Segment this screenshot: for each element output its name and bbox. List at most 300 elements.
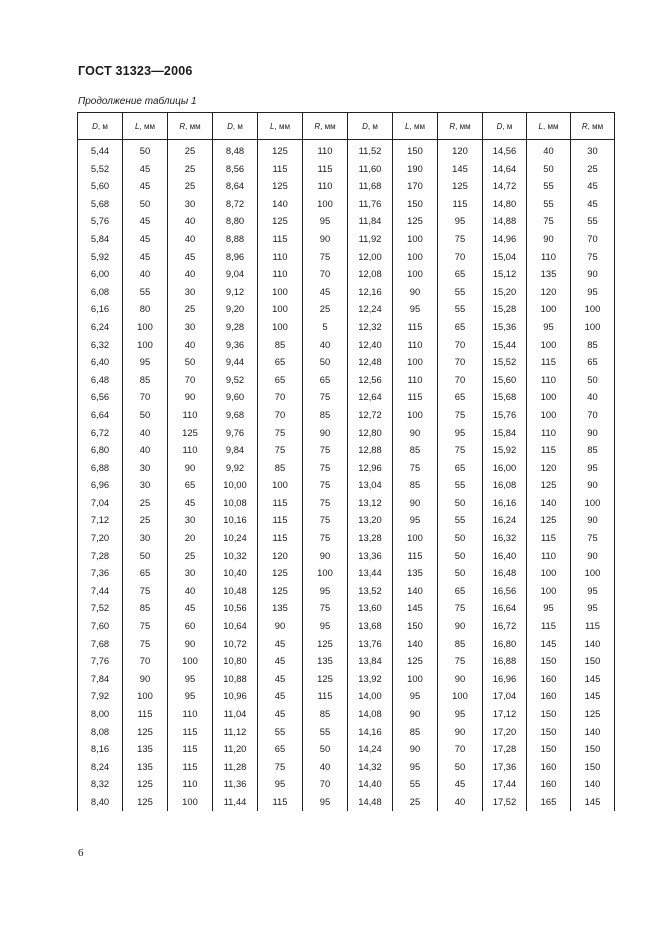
table-cell: 100: [438, 687, 483, 705]
table-cell: 150: [571, 652, 615, 670]
column-header: [438, 113, 483, 140]
table-cell: 75: [438, 652, 483, 670]
table-cell: 90: [571, 547, 615, 565]
table-cell: 120: [527, 459, 571, 477]
table-cell: 75: [303, 494, 348, 512]
table-cell: 115: [168, 758, 213, 776]
table-cell: 125: [303, 670, 348, 688]
table-row: [78, 723, 615, 741]
table-cell: 90: [168, 459, 213, 477]
table-cell: 6,88: [78, 459, 123, 477]
table-cell: 6,08: [78, 283, 123, 301]
table-row: [78, 511, 615, 529]
table-cell: 10,48: [213, 582, 258, 600]
table-cell: 45: [123, 177, 168, 195]
table-cell: 8,88: [213, 230, 258, 248]
table-cell: 12,32: [348, 318, 393, 336]
column-header: [258, 113, 303, 140]
table-cell: 150: [393, 140, 438, 160]
table-cell: 135: [123, 740, 168, 758]
table-cell: 90: [303, 547, 348, 565]
column-header-unit: , м: [232, 121, 243, 131]
table-cell: 5,84: [78, 230, 123, 248]
column-header: [393, 113, 438, 140]
table-cell: 5,60: [78, 177, 123, 195]
table-cell: 100: [527, 300, 571, 318]
table-cell: 100: [123, 336, 168, 354]
table-cell: 40: [168, 265, 213, 283]
column-header-unit: , м: [97, 121, 108, 131]
table-cell: 5,92: [78, 248, 123, 266]
table-cell: 95: [123, 353, 168, 371]
table-row: [78, 494, 615, 512]
table-cell: 70: [571, 230, 615, 248]
table-row: [78, 775, 615, 793]
table-row: [78, 248, 615, 266]
column-header-variable: R: [314, 121, 321, 131]
column-header: [123, 113, 168, 140]
table-cell: 8,96: [213, 248, 258, 266]
table-cell: 160: [527, 687, 571, 705]
table-cell: 150: [527, 652, 571, 670]
table-cell: 115: [168, 740, 213, 758]
table-cell: 60: [168, 617, 213, 635]
table-cell: 65: [123, 564, 168, 582]
table-cell: 100: [571, 318, 615, 336]
table-cell: 100: [393, 265, 438, 283]
table-row: [78, 599, 615, 617]
table-cell: 170: [393, 177, 438, 195]
table-cell: 150: [393, 617, 438, 635]
table-cell: 100: [393, 230, 438, 248]
table-cell: 40: [303, 758, 348, 776]
table-row: [78, 177, 615, 195]
column-header-variable: D: [227, 121, 233, 131]
table-cell: 100: [527, 564, 571, 582]
table-cell: 14,40: [348, 775, 393, 793]
table-cell: 17,12: [483, 705, 527, 723]
table-cell: 9,44: [213, 353, 258, 371]
table-cell: 110: [527, 547, 571, 565]
table-cell: 25: [571, 160, 615, 178]
table-cell: 13,20: [348, 511, 393, 529]
table-cell: 13,84: [348, 652, 393, 670]
table-cell: 125: [258, 212, 303, 230]
table-cell: 8,64: [213, 177, 258, 195]
table-cell: 10,16: [213, 511, 258, 529]
table-cell: 40: [168, 212, 213, 230]
table-cell: 14,96: [483, 230, 527, 248]
table-cell: 110: [258, 265, 303, 283]
table-cell: 15,60: [483, 371, 527, 389]
table-cell: 14,80: [483, 195, 527, 213]
table-cell: 75: [303, 511, 348, 529]
table-cell: 140: [527, 494, 571, 512]
table-cell: 25: [123, 494, 168, 512]
column-header-unit: , м: [367, 121, 378, 131]
table-cell: 75: [527, 212, 571, 230]
table-cell: 70: [123, 388, 168, 406]
column-header-unit: , мм: [587, 121, 604, 131]
table-cell: 90: [438, 617, 483, 635]
table-row: [78, 617, 615, 635]
table-cell: 100: [258, 283, 303, 301]
table-cell: 8,16: [78, 740, 123, 758]
table-cell: 65: [438, 318, 483, 336]
table-row: [78, 424, 615, 442]
table-caption: Продолжение таблицы 1: [78, 96, 197, 107]
table-cell: 16,40: [483, 547, 527, 565]
table-cell: 135: [123, 758, 168, 776]
table-cell: 45: [258, 705, 303, 723]
table-cell: 100: [258, 300, 303, 318]
table-row: [78, 635, 615, 653]
table-cell: 85: [258, 459, 303, 477]
column-header-variable: L: [405, 121, 410, 131]
table-cell: 110: [527, 424, 571, 442]
table-cell: 6,24: [78, 318, 123, 336]
table-cell: 40: [123, 441, 168, 459]
table-cell: 115: [303, 687, 348, 705]
table-cell: 50: [123, 547, 168, 565]
table-cell: 16,80: [483, 635, 527, 653]
table-cell: 12,80: [348, 424, 393, 442]
table-cell: 125: [258, 582, 303, 600]
table-cell: 65: [258, 740, 303, 758]
table-cell: 120: [527, 283, 571, 301]
table-cell: 8,00: [78, 705, 123, 723]
table-cell: 50: [438, 564, 483, 582]
table-cell: 85: [438, 635, 483, 653]
table-cell: 9,76: [213, 424, 258, 442]
table-cell: 100: [303, 564, 348, 582]
table-cell: 40: [303, 336, 348, 354]
table-cell: 20: [168, 529, 213, 547]
table-cell: 6,32: [78, 336, 123, 354]
table-cell: 25: [303, 300, 348, 318]
table-cell: 95: [527, 318, 571, 336]
table-cell: 6,40: [78, 353, 123, 371]
column-header-variable: L: [538, 121, 543, 131]
table-row: [78, 195, 615, 213]
table-cell: 140: [571, 775, 615, 793]
table-cell: 55: [527, 195, 571, 213]
table-cell: 17,36: [483, 758, 527, 776]
table-cell: 75: [303, 441, 348, 459]
table-row: [78, 652, 615, 670]
table-cell: 65: [258, 353, 303, 371]
table-cell: 11,52: [348, 140, 393, 160]
table-cell: 95: [438, 424, 483, 442]
table-cell: 45: [168, 494, 213, 512]
table-cell: 40: [123, 424, 168, 442]
table-cell: 95: [168, 687, 213, 705]
table-cell: 100: [123, 687, 168, 705]
table-cell: 110: [393, 371, 438, 389]
table-cell: 17,44: [483, 775, 527, 793]
table-cell: 14,16: [348, 723, 393, 741]
table-cell: 95: [303, 617, 348, 635]
table-cell: 70: [438, 248, 483, 266]
table-cell: 16,64: [483, 599, 527, 617]
table-cell: 75: [571, 248, 615, 266]
table-cell: 95: [258, 775, 303, 793]
table-cell: 14,72: [483, 177, 527, 195]
table-row: [78, 758, 615, 776]
column-header-variable: R: [179, 121, 186, 131]
table-row: [78, 353, 615, 371]
table-cell: 90: [393, 494, 438, 512]
table-cell: 85: [303, 406, 348, 424]
column-header-unit: , м: [502, 121, 513, 131]
table-cell: 12,16: [348, 283, 393, 301]
table-cell: 70: [123, 652, 168, 670]
column-header-variable: R: [581, 121, 588, 131]
table-cell: 90: [571, 265, 615, 283]
table-cell: 70: [571, 406, 615, 424]
table-cell: 70: [168, 371, 213, 389]
table-cell: 75: [303, 476, 348, 494]
table-cell: 95: [438, 212, 483, 230]
table-cell: 10,00: [213, 476, 258, 494]
table-cell: 55: [527, 177, 571, 195]
table-row: [78, 160, 615, 178]
table-cell: 9,68: [213, 406, 258, 424]
table-cell: 15,76: [483, 406, 527, 424]
table-cell: 100: [393, 529, 438, 547]
table-cell: 8,72: [213, 195, 258, 213]
table-cell: 100: [393, 353, 438, 371]
table-cell: 110: [168, 406, 213, 424]
table-cell: 40: [123, 265, 168, 283]
table-cell: 190: [393, 160, 438, 178]
table-cell: 75: [303, 599, 348, 617]
table-cell: 8,08: [78, 723, 123, 741]
table-cell: 16,88: [483, 652, 527, 670]
table-cell: 75: [258, 758, 303, 776]
table-cell: 55: [571, 212, 615, 230]
table-cell: 110: [527, 248, 571, 266]
column-header-variable: R: [449, 121, 456, 131]
table-cell: 13,60: [348, 599, 393, 617]
table-cell: 95: [393, 300, 438, 318]
table-cell: 10,40: [213, 564, 258, 582]
table-cell: 135: [258, 599, 303, 617]
table-cell: 9,20: [213, 300, 258, 318]
table-cell: 95: [571, 582, 615, 600]
table-cell: 140: [571, 635, 615, 653]
table-cell: 165: [527, 793, 571, 811]
table-cell: 12,88: [348, 441, 393, 459]
table-cell: 95: [571, 283, 615, 301]
table-cell: 17,52: [483, 793, 527, 811]
table-cell: 140: [393, 582, 438, 600]
table-cell: 115: [571, 617, 615, 635]
table-cell: 14,08: [348, 705, 393, 723]
table-cell: 45: [258, 652, 303, 670]
table-cell: 15,28: [483, 300, 527, 318]
table-cell: 7,28: [78, 547, 123, 565]
table-cell: 45: [123, 212, 168, 230]
table-row: [78, 705, 615, 723]
table-cell: 12,96: [348, 459, 393, 477]
table-row: [78, 406, 615, 424]
table-cell: 70: [438, 336, 483, 354]
table-cell: 7,68: [78, 635, 123, 653]
table-cell: 100: [168, 652, 213, 670]
column-header-unit: , мм: [274, 121, 290, 131]
table-row: [78, 476, 615, 494]
table-cell: 115: [258, 230, 303, 248]
table-cell: 13,12: [348, 494, 393, 512]
table-cell: 11,28: [213, 758, 258, 776]
table-cell: 100: [527, 388, 571, 406]
table-row: [78, 388, 615, 406]
data-table: [77, 112, 615, 811]
column-header: [303, 113, 348, 140]
table-cell: 6,64: [78, 406, 123, 424]
table-cell: 115: [258, 529, 303, 547]
table-cell: 135: [393, 564, 438, 582]
table-cell: 95: [571, 599, 615, 617]
table-header-row: [78, 113, 615, 140]
table-row: [78, 140, 615, 160]
table-cell: 75: [438, 230, 483, 248]
table-cell: 85: [571, 336, 615, 354]
table-cell: 7,20: [78, 529, 123, 547]
table-cell: 16,32: [483, 529, 527, 547]
table-cell: 13,68: [348, 617, 393, 635]
table-cell: 75: [123, 582, 168, 600]
table-cell: 45: [258, 670, 303, 688]
table-cell: 5,76: [78, 212, 123, 230]
column-header-unit: , мм: [409, 121, 425, 131]
table-cell: 95: [303, 793, 348, 811]
table-cell: 50: [123, 195, 168, 213]
table-cell: 30: [123, 529, 168, 547]
table-body: [78, 140, 615, 811]
table-cell: 125: [393, 652, 438, 670]
table-cell: 110: [393, 336, 438, 354]
column-header-unit: , мм: [139, 121, 155, 131]
table-cell: 12,56: [348, 371, 393, 389]
table-cell: 100: [527, 582, 571, 600]
table-cell: 9,12: [213, 283, 258, 301]
table-cell: 85: [258, 336, 303, 354]
table-cell: 8,48: [213, 140, 258, 160]
table-cell: 11,60: [348, 160, 393, 178]
table-cell: 115: [168, 723, 213, 741]
table-cell: 11,36: [213, 775, 258, 793]
table-cell: 150: [571, 740, 615, 758]
table-cell: 50: [303, 740, 348, 758]
table-cell: 10,24: [213, 529, 258, 547]
table-cell: 145: [571, 687, 615, 705]
table-cell: 8,80: [213, 212, 258, 230]
table-cell: 135: [303, 652, 348, 670]
column-header: [348, 113, 393, 140]
table-cell: 10,72: [213, 635, 258, 653]
table-cell: 9,04: [213, 265, 258, 283]
table-cell: 25: [168, 300, 213, 318]
table-cell: 14,64: [483, 160, 527, 178]
table-cell: 16,08: [483, 476, 527, 494]
table-row: [78, 283, 615, 301]
table-cell: 6,56: [78, 388, 123, 406]
table-cell: 14,48: [348, 793, 393, 811]
table-cell: 45: [571, 177, 615, 195]
table-cell: 40: [527, 140, 571, 160]
table-cell: 11,12: [213, 723, 258, 741]
table-cell: 7,92: [78, 687, 123, 705]
table-cell: 145: [571, 793, 615, 811]
table-cell: 50: [438, 494, 483, 512]
table-cell: 14,24: [348, 740, 393, 758]
table-cell: 9,84: [213, 441, 258, 459]
table-cell: 85: [303, 705, 348, 723]
column-header-unit: , мм: [320, 121, 336, 131]
table-cell: 120: [438, 140, 483, 160]
table-cell: 85: [123, 371, 168, 389]
column-header-unit: , мм: [185, 121, 201, 131]
table-cell: 100: [258, 476, 303, 494]
table-cell: 85: [393, 441, 438, 459]
table-cell: 15,12: [483, 265, 527, 283]
table-cell: 125: [527, 511, 571, 529]
table-cell: 125: [123, 723, 168, 741]
table-cell: 7,12: [78, 511, 123, 529]
table-cell: 75: [571, 529, 615, 547]
table-cell: 70: [303, 775, 348, 793]
table-cell: 17,28: [483, 740, 527, 758]
table-cell: 125: [571, 705, 615, 723]
table-cell: 70: [438, 371, 483, 389]
table-cell: 13,52: [348, 582, 393, 600]
table-cell: 30: [123, 476, 168, 494]
table-cell: 125: [258, 564, 303, 582]
table-cell: 40: [168, 582, 213, 600]
table-cell: 13,04: [348, 476, 393, 494]
table-cell: 100: [303, 195, 348, 213]
table-cell: 75: [438, 441, 483, 459]
table-cell: 40: [168, 336, 213, 354]
table-cell: 10,80: [213, 652, 258, 670]
table-cell: 75: [303, 388, 348, 406]
table-cell: 110: [168, 705, 213, 723]
table-cell: 80: [123, 300, 168, 318]
table-cell: 150: [527, 705, 571, 723]
table-cell: 10,08: [213, 494, 258, 512]
table-cell: 13,28: [348, 529, 393, 547]
table-cell: 110: [168, 775, 213, 793]
table-cell: 16,72: [483, 617, 527, 635]
table-cell: 7,04: [78, 494, 123, 512]
table-cell: 15,36: [483, 318, 527, 336]
table-cell: 45: [571, 195, 615, 213]
table-cell: 7,84: [78, 670, 123, 688]
table-cell: 100: [258, 318, 303, 336]
table-cell: 8,40: [78, 793, 123, 811]
table-cell: 9,52: [213, 371, 258, 389]
table-cell: 65: [438, 388, 483, 406]
table-cell: 10,88: [213, 670, 258, 688]
table-row: [78, 459, 615, 477]
table-cell: 16,96: [483, 670, 527, 688]
table-cell: 100: [393, 248, 438, 266]
table-cell: 70: [303, 265, 348, 283]
table-cell: 95: [527, 599, 571, 617]
table-cell: 15,92: [483, 441, 527, 459]
